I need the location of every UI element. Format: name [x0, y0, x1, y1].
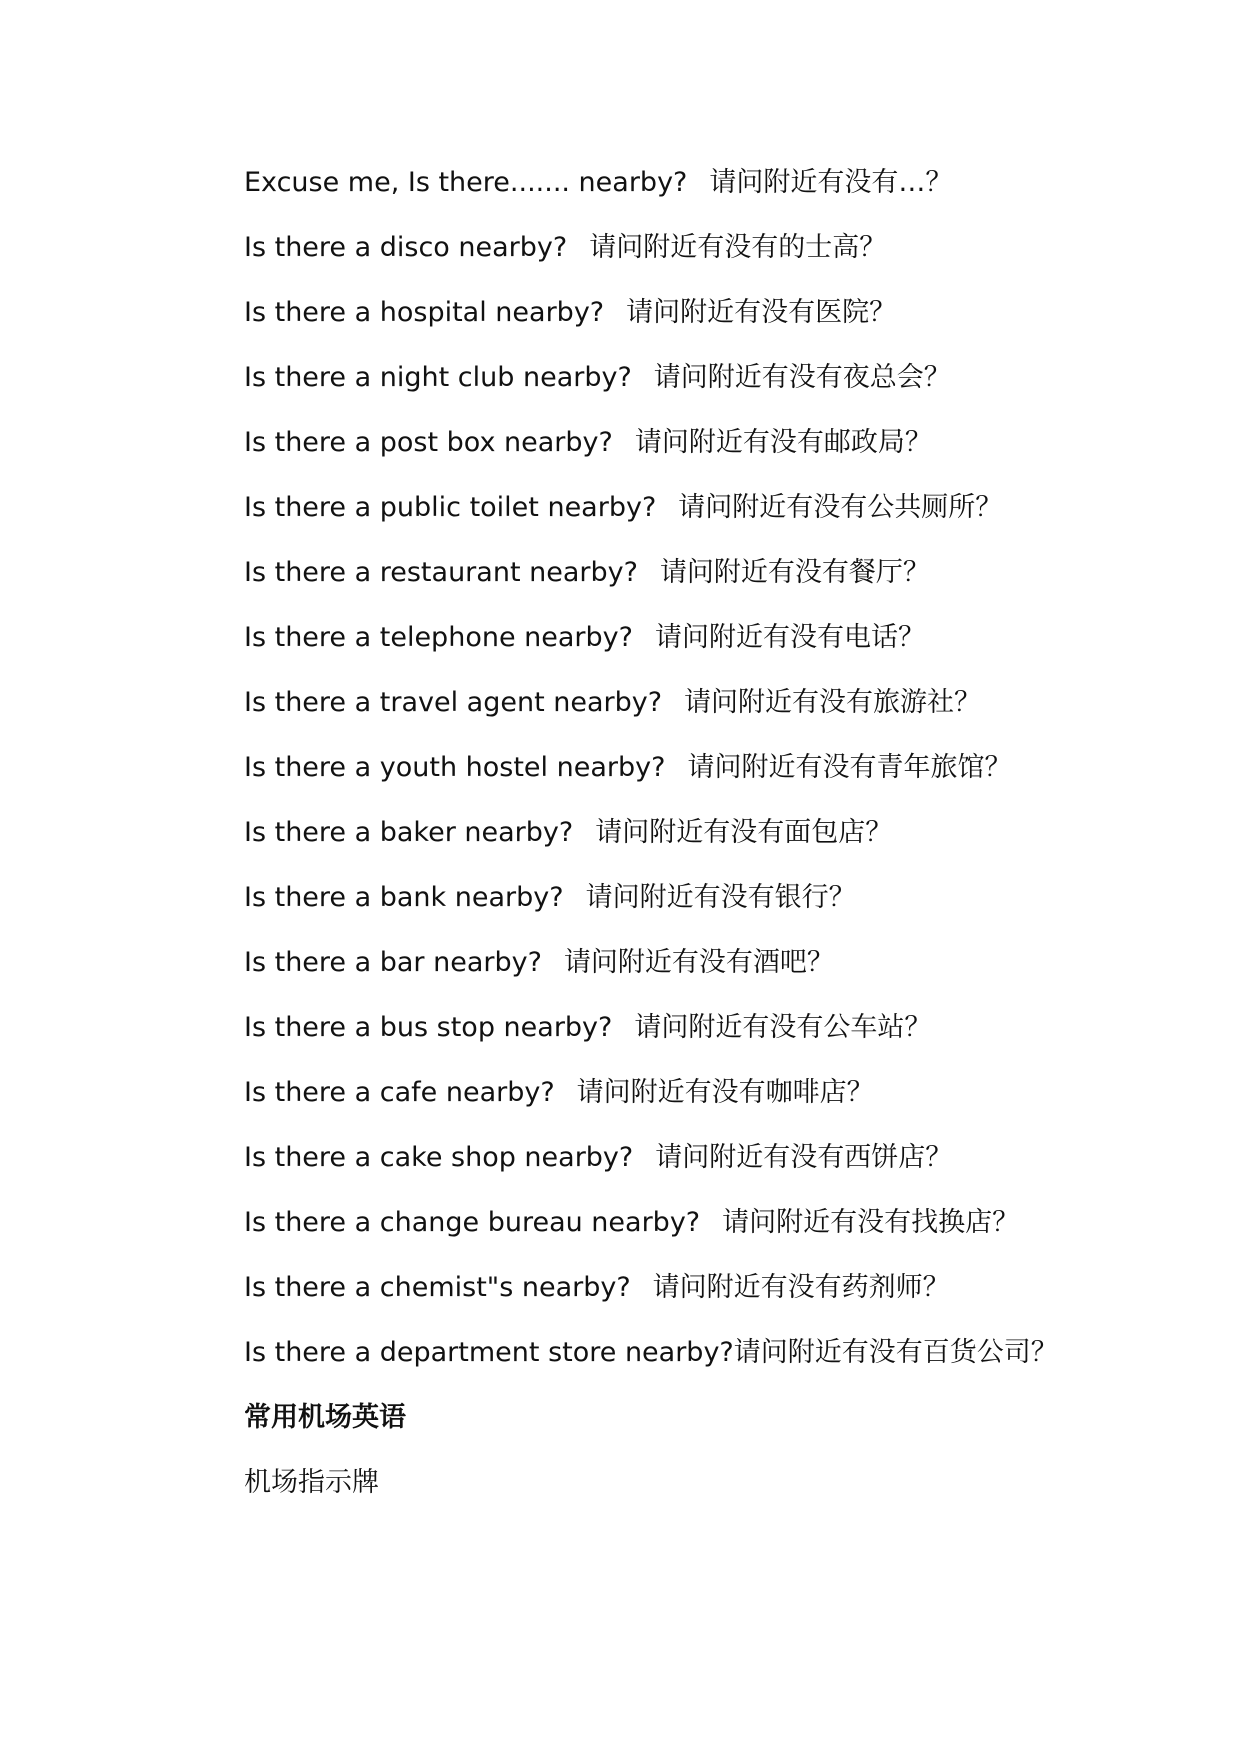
- phrase-chinese: 请问附近有没有旅游社？: [684, 687, 982, 718]
- phrase-chinese: 请问附近有没有药剂师？: [652, 1272, 950, 1303]
- phrase-chinese: 请问附近有没有酒吧？: [563, 947, 834, 978]
- phrase-chinese: 请问附近有没有夜总会？: [653, 362, 951, 393]
- phrase-chinese: 请问附近有没有公车站？: [634, 1012, 932, 1043]
- phrase-english: Is there a bank nearby?: [244, 882, 564, 913]
- phrase-english: Is there a cake shop nearby?: [244, 1142, 634, 1173]
- phrase-line-wrapped: [188, 1320, 1068, 1385]
- phrase-english: Is there a bar nearby?: [244, 947, 542, 978]
- phrase-line: [188, 1255, 1068, 1320]
- phrase-line: [188, 1060, 1068, 1125]
- phrase-english: Is there a travel agent nearby?: [244, 687, 663, 718]
- phrase-line: [188, 605, 1068, 670]
- phrase-english: Is there a change bureau nearby?: [244, 1207, 701, 1238]
- phrase-line: [188, 735, 1068, 800]
- phrase-chinese: 请问附近有没有邮政局？: [634, 427, 932, 458]
- phrase-english: Is there a bus stop nearby?: [244, 1012, 613, 1043]
- phrase-chinese: 请问附近有没有餐厅？: [659, 557, 930, 588]
- phrase-line: [188, 995, 1068, 1060]
- phrase-english: Is there a youth hostel nearby?: [244, 752, 666, 783]
- section-title: 常用机场英语: [244, 1402, 406, 1433]
- phrase-chinese: 请问附近有没有西饼店？: [655, 1142, 953, 1173]
- phrase-line: [188, 345, 1068, 410]
- phrase-line: [188, 1190, 1068, 1255]
- phrase-line: [188, 670, 1068, 735]
- phrase-line: [188, 540, 1068, 605]
- phrase-english: Is there a baker nearby?: [244, 817, 574, 848]
- phrase-chinese: 请问附近有没有的士高？: [589, 232, 887, 263]
- phrase-english: Is there a hospital nearby?: [244, 297, 605, 328]
- phrase-chinese: 请问附近有没有百货公司？: [733, 1337, 1058, 1368]
- phrase-line: [188, 215, 1068, 280]
- phrase-english: Is there a chemist"s nearby?: [244, 1272, 631, 1303]
- phrase-english: Is there a post box nearby?: [244, 427, 613, 458]
- phrase-line: [188, 930, 1068, 995]
- phrase-english: Is there a public toilet nearby?: [244, 492, 657, 523]
- subsection-title: 机场指示牌: [244, 1467, 379, 1498]
- phrase-english: Is there a restaurant nearby?: [244, 557, 638, 588]
- phrase-english: Excuse me, Is there....... nearby?: [244, 167, 688, 198]
- phrase-chinese: 请问附近有没有找换店？: [722, 1207, 1020, 1238]
- phrase-english: Is there a night club nearby?: [244, 362, 632, 393]
- phrase-chinese: 请问附近有没有咖啡店？: [576, 1077, 874, 1108]
- phrase-english: Is there a telephone nearby?: [244, 622, 633, 653]
- phrase-line: [188, 280, 1068, 345]
- phrase-english: Is there a cafe nearby?: [244, 1077, 555, 1108]
- phrase-line: [188, 865, 1068, 930]
- phrase-line: [188, 800, 1068, 865]
- phrase-chinese: 请问附近有没有青年旅馆？: [687, 752, 1012, 783]
- document-body: [188, 150, 1068, 1515]
- phrase-line: [188, 150, 1068, 215]
- phrase-line: [188, 1125, 1068, 1190]
- phrase-line: [188, 410, 1068, 475]
- phrase-chinese: 请问附近有没有医院？: [626, 297, 897, 328]
- phrase-chinese: 请问附近有没有电话？: [654, 622, 925, 653]
- phrase-chinese: 请问附近有没有公共厕所？: [678, 492, 1003, 523]
- phrase-english: Is there a disco nearby?: [244, 232, 568, 263]
- phrase-chinese: 请问附近有没有…？: [709, 167, 953, 198]
- phrase-chinese: 请问附近有没有银行？: [585, 882, 856, 913]
- phrase-line: [188, 475, 1068, 540]
- phrase-chinese: 请问附近有没有面包店？: [595, 817, 893, 848]
- phrase-english: Is there a department store nearby?: [244, 1337, 734, 1368]
